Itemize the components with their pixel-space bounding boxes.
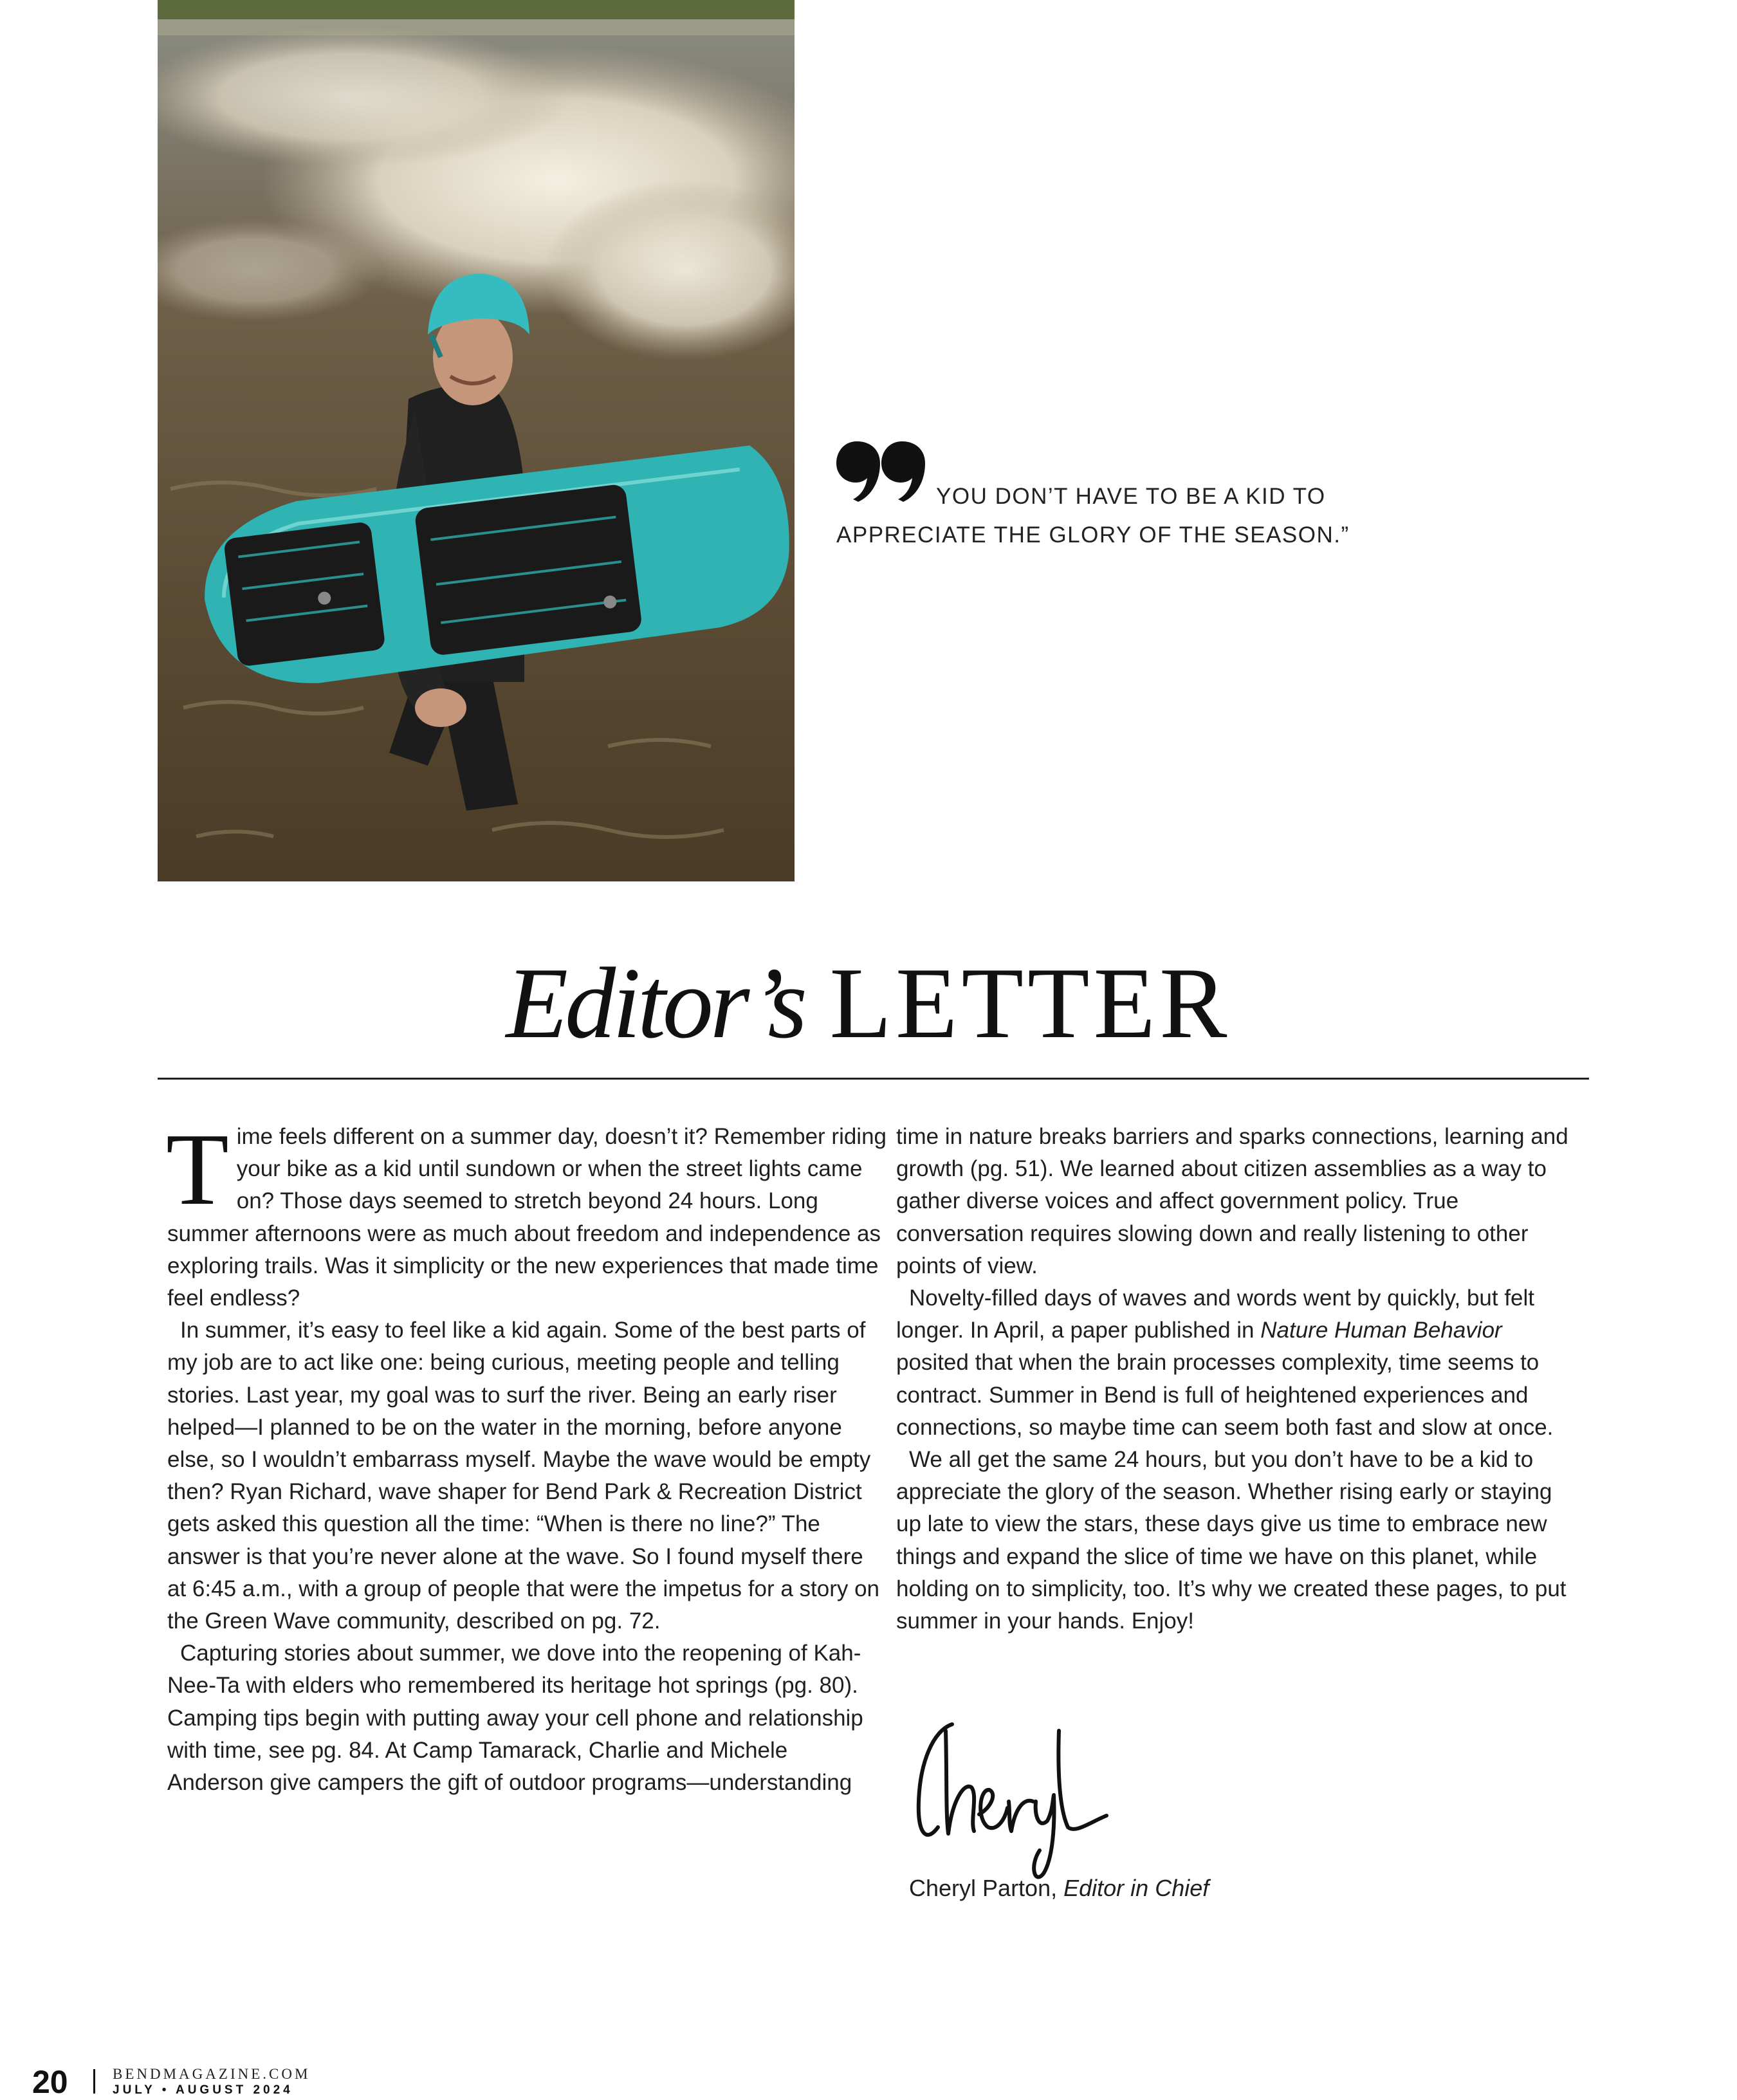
pull-quote xyxy=(836,477,1415,555)
pull-quote-line-2: APPRECIATE THE GLORY OF THE SEASON.” xyxy=(836,522,1350,548)
page-title-italic: Editor’s xyxy=(506,947,804,1060)
article-column-right xyxy=(896,1121,1578,1637)
article-column-left xyxy=(166,1112,888,1799)
article-paragraph-5-a: Novelty-filled days of waves and words went by quickly, but felt longer. In April, a paper published in xyxy=(896,1285,1535,1343)
handwritten-signature xyxy=(907,1705,1119,1885)
editor-name: Cheryl Parton, xyxy=(909,1875,1058,1901)
pull-quote-line-1: YOU DON’T HAVE TO BE A KID TO xyxy=(936,484,1326,509)
article-paragraph-3: Capturing stories about summer, we dove into the reopening of Kah-Nee-Ta with elders who remembered its heritage hot springs (pg. 80). Camping tips begin with putting away your cell phone and relationship with time, see pg. 84. At Camp Tamarack, Charlie and Michele Anderson give campers the gift of outdoor programs—understanding xyxy=(167,1641,863,1796)
drop-cap: T xyxy=(166,1112,229,1226)
page-title xyxy=(0,946,1737,1062)
heading-divider xyxy=(158,1078,1589,1080)
folio-divider xyxy=(93,2069,95,2094)
article-paragraph-6: We all get the same 24 hours, but you don’t have to be a kid to appreciate the glory of the season. Whether rising early or staying up late to view the stars, these days give us time to embrace new things and expand the slice of time we have on this planet, while holding on to simplicity, too. It’s why we created these pages, to put summer in your hands. Enjoy! xyxy=(896,1447,1567,1634)
cover-photo xyxy=(158,0,795,881)
article-paragraph-2: In summer, it’s easy to feel like a kid again. Some of the best parts of my job are to act like one: being curious, meeting people and telling stories. Last year, my goal was to surf the river. Being an early riser helped—I planned to be on the water in the morning, before anyone else, so I wouldn’t embarrass myself. Maybe the wave would be empty then? Ryan Richard, wave shaper for Bend Park & Recreation District gets asked this question all the time: “When is there no line?” The answer is that you’re never alone at the wave. So I found myself there at 6:45 a.m., with a group of people that were the impetus for a story on the Green Wave community, described on pg. 72. xyxy=(167,1318,880,1634)
article-paragraph-5-italic: Nature Human Behavior xyxy=(1260,1318,1502,1343)
editor-title: Editor in Chief xyxy=(1063,1875,1209,1901)
article-paragraph-4: time in nature breaks barriers and sparks connections, learning and growth (pg. 51). We learned about citizen assemblies as a way to gather diverse voices and affect government policy. True conversation requires slowing down and really listening to other points of view. xyxy=(896,1124,1568,1278)
page-number: 20 xyxy=(32,2064,68,2100)
surfer-photo-illustration xyxy=(158,0,795,881)
article-paragraph-1 xyxy=(166,1112,888,1314)
issue-date: JULY • AUGUST 2024 xyxy=(113,2083,293,2097)
article-paragraph-5-b: posited that when the brain processes complexity, time seems to contract. Summer in Bend is full of heightened experiences and connections, so maybe time can seem both fast and slow at once. xyxy=(896,1350,1554,1440)
site-name: BENDMAGAZINE.COM xyxy=(113,2066,311,2082)
article-paragraph-1-text: ime feels different on a summer day, doesn’t it? Remember riding your bike as a kid until sundown or when the street lights came on? Those days seemed to stretch beyond 24 hours. Long summer afternoons were as much about freedom and independence as exploring trails. Was it simplicity or the new experiences that made time feel endless? xyxy=(167,1124,887,1311)
page-title-caps: LETTER xyxy=(829,947,1231,1060)
signature-caption xyxy=(909,1872,1209,1904)
article-paragraph-5 xyxy=(896,1282,1578,1444)
